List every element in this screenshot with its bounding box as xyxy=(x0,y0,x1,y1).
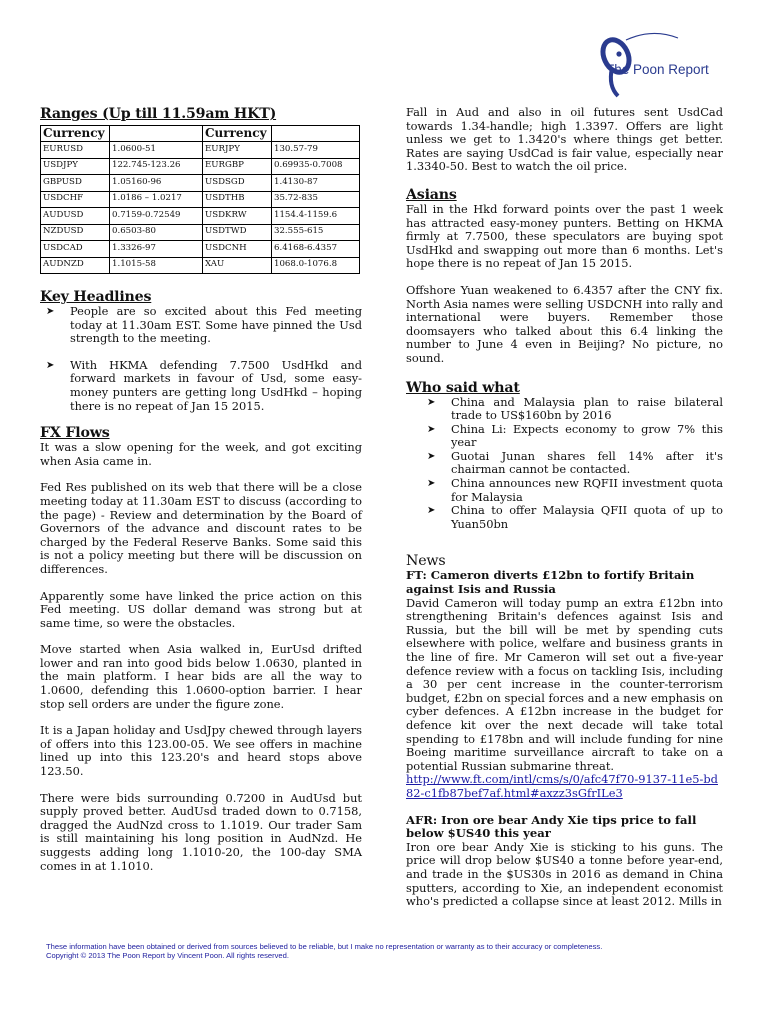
range-cell: 1.1015-58 xyxy=(110,257,203,274)
news-title: News xyxy=(406,553,446,570)
list-item xyxy=(427,421,723,450)
quote-text: China and Malaysia plan to raise bilateral trade to US$160bn by 2016 xyxy=(451,394,723,423)
fx-flows-paragraph: It was a slow opening for the week, and got exciting when Asia came in. xyxy=(40,440,362,468)
fx-flows-paragraph: Fed Res published on its web that there will be a close meeting today at 11.30am EST to discuss (according to the page) - Review and determination by the Board of Governors of the advance and discount rates to be charged by the Federal Reserve Banks. Some said this is not a policy meeting but there will be discussion on differences. xyxy=(40,480,362,576)
key-headlines-title: Key Headlines xyxy=(40,289,152,305)
table-row xyxy=(41,158,360,175)
arrow-bullet-icon: ➤ xyxy=(46,359,55,371)
range-cell: 6.4168-6.4357 xyxy=(272,241,360,258)
arrow-bullet-icon: ➤ xyxy=(427,396,436,408)
disclaimer-text: These information have been obtained or derived from sources believed to be reliable, but I make no representation or warranty as to their accuracy or completeness. xyxy=(46,942,603,951)
range-cell: 1.0186 – 1.0217 xyxy=(110,191,203,208)
list-item xyxy=(427,394,723,423)
footer xyxy=(46,942,736,961)
range-cell: 1154.4-1159.6 xyxy=(272,208,360,225)
ranges-header-cell: Currency xyxy=(203,126,272,142)
range-cell: 0.6503-80 xyxy=(110,224,203,241)
pair-cell: USDCAD xyxy=(41,241,110,258)
pair-cell: USDTWD xyxy=(203,224,272,241)
range-cell: 1.4130-87 xyxy=(272,175,360,192)
table-row xyxy=(41,257,360,274)
pair-cell: AUDNZD xyxy=(41,257,110,274)
key-headlines-list xyxy=(40,305,362,413)
table-row xyxy=(41,175,360,192)
ranges-table xyxy=(40,125,360,274)
range-cell: 0.69935-0.7008 xyxy=(272,158,360,175)
ft-body: David Cameron will today pump an extra £12bn into strengthening Britain's defences against Isis and Russia, but the bill will be met by spending cuts elsewhere with police, welfare and business grants in the line of fire. Mr Cameron will set out a five-year defence review with a focus on tackling Isis, including a 30 per cent increase in the counter-terrorism budget, £2bn on special forces and a new emphasis on cyber defences. A £12bn increase in the budget for defence kit over the next decade will take total spending to £178bn and will include funding for nine Boeing maritime surveillance aircraft to take on a potential Russian submarine threat. xyxy=(406,595,723,773)
pair-cell: USDTHB xyxy=(203,191,272,208)
pair-cell: GBPUSD xyxy=(41,175,110,192)
quote-text: China to offer Malaysia QFII quota of up to Yuan50bn xyxy=(451,503,723,531)
pair-cell: EURGBP xyxy=(203,158,272,175)
table-row xyxy=(41,191,360,208)
ranges-header-cell: Currency xyxy=(41,126,110,142)
ranges-header-row xyxy=(41,126,360,142)
headline-text: People are so excited about this Fed meeting today at 11.30am EST. Some have pinned the Usd strength to the meeting. xyxy=(70,304,362,346)
range-cell: 122.745-123.26 xyxy=(110,158,203,175)
ranges-title: Ranges (Up till 11.59am HKT) xyxy=(40,106,277,122)
arrow-bullet-icon: ➤ xyxy=(427,478,436,490)
pair-cell: USDCHF xyxy=(41,191,110,208)
range-cell: 1068.0-1076.8 xyxy=(272,257,360,274)
list-item xyxy=(46,357,362,413)
list-item xyxy=(427,448,723,477)
ranges-header-cell xyxy=(110,126,203,142)
arrow-bullet-icon: ➤ xyxy=(427,423,436,435)
table-row xyxy=(41,241,360,258)
table-row xyxy=(41,224,360,241)
pair-cell: USDJPY xyxy=(41,158,110,175)
afr-body: Iron ore bear Andy Xie is sticking to his guns. The price will drop below $US40 a tonne before year-end, and trade in the $US30s in 2016 as demand in China sputters, according to Xie, an independent economist who's predicted a collapse since at least 2012. Mills in xyxy=(406,839,723,909)
pair-cell: AUDUSD xyxy=(41,208,110,225)
ft-article-link[interactable]: http://www.ft.com/intl/cms/s/0/afc47f70-9137-11e5-bd82-c1fb87bef7af.html#axzz3sGfrILe3 xyxy=(406,772,718,800)
arrow-bullet-icon: ➤ xyxy=(427,505,436,517)
pair-cell: EURUSD xyxy=(41,142,110,159)
arrow-bullet-icon: ➤ xyxy=(427,450,436,462)
fx-flows-paragraph: Apparently some have linked the price action on this Fed meeting. US dollar demand was strong but at same time, so were the obstacles. xyxy=(40,588,362,630)
arrow-bullet-icon: ➤ xyxy=(46,306,55,317)
table-row xyxy=(41,208,360,225)
quote-text: China Li: Expects economy to grow 7% this year xyxy=(451,421,723,450)
list-item xyxy=(427,503,723,531)
right-column xyxy=(406,106,723,909)
fx-flows-paragraph: Move started when Asia walked in, EurUsd drifted lower and ran into good bids below 1.0630, planted in the main platform. I hear bids are all the way to 1.0600, defending this 1.0600-option barrier. I hear stop sell orders are under the figure zone. xyxy=(40,642,362,711)
afr-headline: AFR: Iron ore bear Andy Xie tips price to fall below $US40 this year xyxy=(406,812,697,841)
pair-cell: USDSGD xyxy=(203,175,272,192)
pair-cell: NZDUSD xyxy=(41,224,110,241)
asians-title: Asians xyxy=(406,186,457,203)
range-cell: 1.05160-96 xyxy=(110,175,203,192)
asians-paragraph: Offshore Yuan weakened to 6.4357 after the CNY fix. North Asia names were selling USDCNH into rally and international were buyers. Remember those doomsayers who talked about this 6.4 linking the number to June 4 even in Beijing? No picture, no sound. xyxy=(406,282,723,365)
table-row xyxy=(41,142,360,159)
range-cell: 0.7159-0.72549 xyxy=(110,208,203,225)
pair-cell: XAU xyxy=(203,257,272,274)
pair-cell: USDKRW xyxy=(203,208,272,225)
range-cell: 1.3326-97 xyxy=(110,241,203,258)
copyright-text: Copyright © 2013 The Poon Report by Vincent Poon. All rights reserved. xyxy=(46,951,289,961)
list-item xyxy=(427,476,723,504)
left-column xyxy=(40,106,362,873)
usdcad-paragraph: Fall in Aud and also in oil futures sent UsdCad towards 1.34-handle; high 1.3397. Offers are light unless we get to 1.3420's where things get better. Rates are saying UsdCad is fair value, especially near 1.3340-50. Best to watch the oil price. xyxy=(406,105,723,174)
fx-flows-title: FX Flows xyxy=(40,425,110,442)
range-cell: 1.0600-51 xyxy=(110,142,203,159)
range-cell: 32.555-615 xyxy=(272,224,360,241)
asians-paragraph: Fall in the Hkd forward points over the past 1 week has attracted easy-money punters. Betting on HKMA firmly at 7.7500, these speculators are buying spot UsdHkd and swapping out more than 6 months. Let's hope there is no repeat of Jan 15 2015. xyxy=(406,201,723,271)
range-cell: 35.72-835 xyxy=(272,191,360,208)
fx-flows-paragraph: It is a Japan holiday and UsdJpy chewed through layers of offers into this 123.00-05. We see offers in machine lined up into this 123.20's and heard stops above 123.50. xyxy=(40,723,362,779)
who-said-what-list xyxy=(406,396,723,532)
ranges-header-cell xyxy=(272,126,360,142)
quote-text: Guotai Junan shares fell 14% after it's chairman cannot be contacted. xyxy=(451,448,723,477)
logo-text: The Poon Report xyxy=(606,62,709,77)
who-said-what-title: Who said what xyxy=(406,379,520,396)
quote-text: China announces new RQFII investment quota for Malaysia xyxy=(451,476,723,504)
fx-flows-paragraph: There were bids surrounding 0.7200 in AudUsd but supply proved better. AudUsd traded down to 0.7158, dragged the AudNzd cross to 1.1019. Our trader Sam is still maintaining his long position in AudNzd. He suggests adding long 1.1010-20, the 100-day SMA comes in at 1.1010. xyxy=(40,790,362,873)
range-cell: 130.57-79 xyxy=(272,142,360,159)
pair-cell: EURJPY xyxy=(203,142,272,159)
pair-cell: USDCNH xyxy=(203,241,272,258)
ft-headline: FT: Cameron diverts £12bn to fortify Britain against Isis and Russia xyxy=(406,568,695,597)
headline-text: With HKMA defending 7.7500 UsdHkd and forward markets in favour of Usd, some easy-money punters are getting long UsdHkd – hoping there is no repeat of Jan 15 2015. xyxy=(70,357,362,413)
list-item xyxy=(46,304,362,346)
